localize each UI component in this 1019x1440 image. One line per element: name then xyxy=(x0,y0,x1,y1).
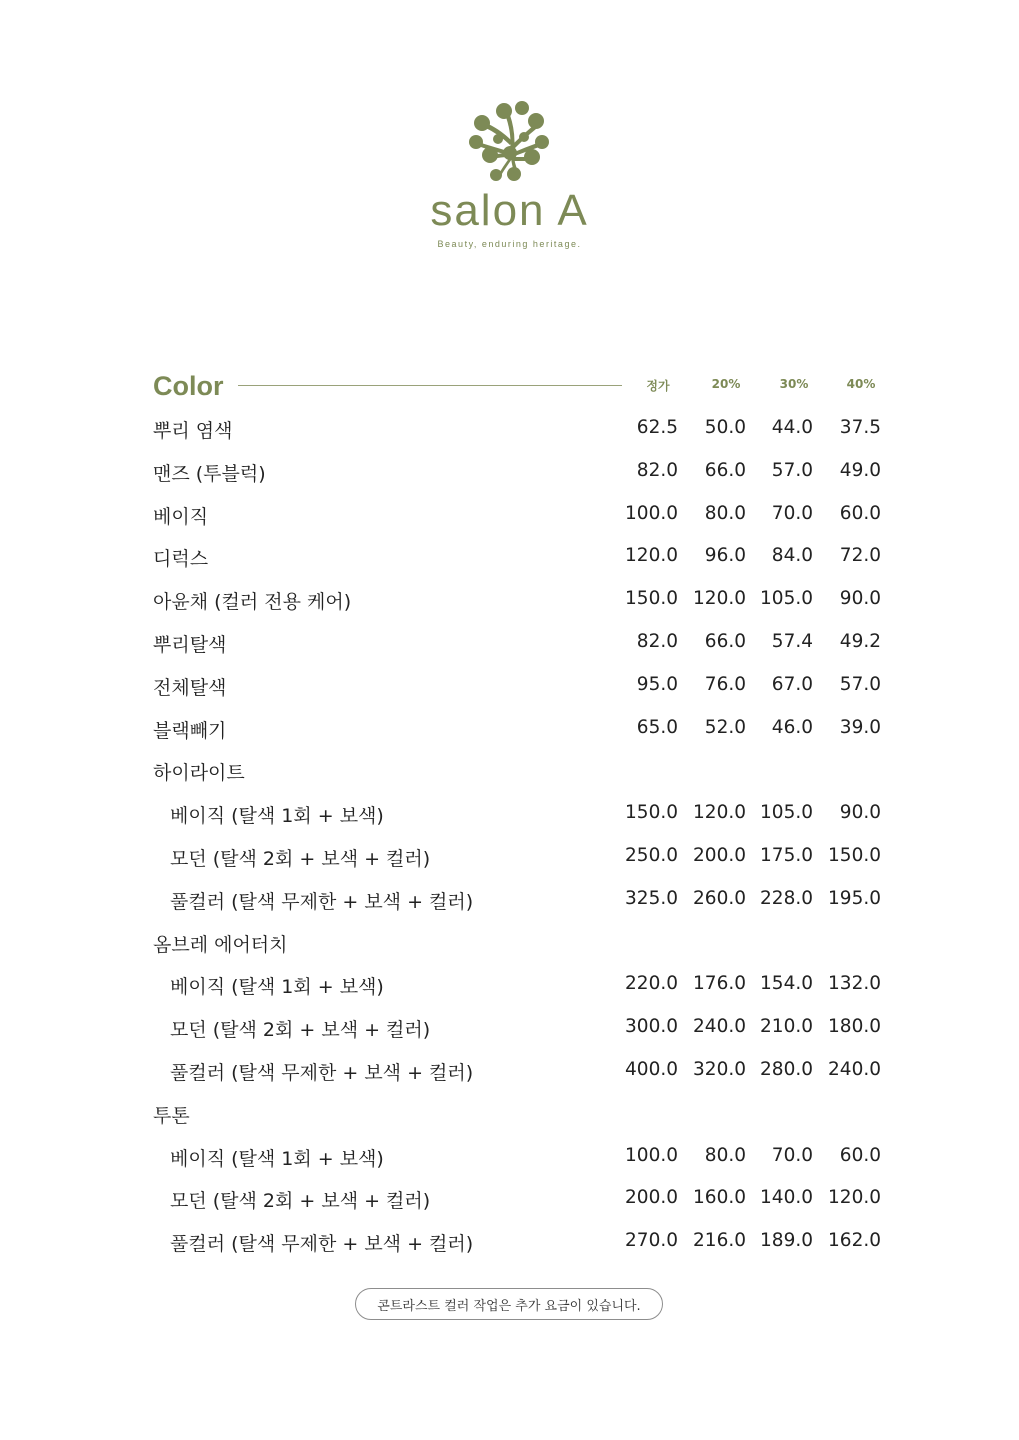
item-name: 뿌리 염색 xyxy=(153,420,233,442)
price-40: 180.0 xyxy=(828,1016,881,1038)
price-30: 189.0 xyxy=(760,1230,813,1252)
price-20: 200.0 xyxy=(693,844,746,866)
price-40: 90.0 xyxy=(839,588,881,610)
price-list xyxy=(153,406,883,1262)
price-regular: 150.0 xyxy=(625,588,678,610)
price-20: 80.0 xyxy=(704,502,746,524)
brand-tagline: Beauty, enduring heritage. xyxy=(437,239,582,249)
price-30: 57.4 xyxy=(771,630,813,652)
price-20: 66.0 xyxy=(704,630,746,652)
price-20: 120.0 xyxy=(693,802,746,824)
item-name: 투톤 xyxy=(153,1104,190,1127)
price-30: 105.0 xyxy=(760,588,813,610)
notice-badge: 콘트라스트 컬러 작업은 추가 요금이 있습니다. xyxy=(355,1288,663,1320)
sub-item-row xyxy=(153,1176,883,1219)
price-regular: 250.0 xyxy=(625,844,678,866)
item-name: 모던 (탈색 2회 + 보색 + 컬러) xyxy=(170,847,431,870)
price-40: 120.0 xyxy=(828,1187,881,1209)
price-30: 280.0 xyxy=(760,1058,813,1080)
price-30: 84.0 xyxy=(771,545,813,567)
price-20: 240.0 xyxy=(693,1016,746,1038)
price-30: 44.0 xyxy=(771,417,813,438)
brand-logo xyxy=(0,95,1019,249)
price-regular: 400.0 xyxy=(625,1058,678,1080)
item-row xyxy=(153,449,883,492)
item-name: 풀컬러 (탈색 무제한 + 보색 + 컬러) xyxy=(170,1233,474,1256)
section-header xyxy=(153,368,883,406)
item-name: 모던 (탈색 2회 + 보색 + 컬러) xyxy=(170,1019,431,1042)
item-row xyxy=(153,620,883,663)
sub-item-row xyxy=(153,834,883,877)
price-regular: 62.5 xyxy=(636,417,678,438)
item-name: 아윤채 (컬러 전용 케어) xyxy=(153,591,352,614)
price-40: 60.0 xyxy=(839,502,881,524)
price-regular: 100.0 xyxy=(625,1144,678,1166)
item-name: 베이직 (탈색 1회 + 보색) xyxy=(170,976,384,999)
item-name: 디럭스 xyxy=(153,548,209,571)
item-name: 모던 (탈색 2회 + 보색 + 컬러) xyxy=(170,1190,431,1213)
price-regular: 82.0 xyxy=(636,630,678,652)
item-row xyxy=(153,1091,883,1134)
price-20: 160.0 xyxy=(693,1187,746,1209)
sub-item-row xyxy=(153,1134,883,1177)
price-30: 228.0 xyxy=(760,887,813,909)
price-20: 80.0 xyxy=(704,1144,746,1166)
price-regular: 82.0 xyxy=(636,459,678,481)
price-40: 60.0 xyxy=(839,1144,881,1166)
price-20: 216.0 xyxy=(693,1230,746,1252)
price-30: 67.0 xyxy=(771,673,813,695)
sub-item-row xyxy=(153,1048,883,1091)
price-30: 70.0 xyxy=(771,1144,813,1166)
price-20: 260.0 xyxy=(693,887,746,909)
price-40: 150.0 xyxy=(828,844,881,866)
item-name: 옴브레 에어터치 xyxy=(153,933,288,956)
item-row xyxy=(153,706,883,749)
price-40: 132.0 xyxy=(828,973,881,995)
price-regular: 100.0 xyxy=(625,502,678,524)
price-30: 140.0 xyxy=(760,1187,813,1209)
sub-item-row xyxy=(153,791,883,834)
price-20: 66.0 xyxy=(704,459,746,481)
price-30: 175.0 xyxy=(760,844,813,866)
price-regular: 300.0 xyxy=(625,1016,678,1038)
price-40: 240.0 xyxy=(828,1058,881,1080)
price-40: 72.0 xyxy=(839,545,881,567)
sub-item-row xyxy=(153,877,883,920)
column-header-20: 20% xyxy=(711,377,741,391)
price-40: 195.0 xyxy=(828,887,881,909)
price-regular: 120.0 xyxy=(625,545,678,567)
item-name: 맨즈 (투블럭) xyxy=(153,462,266,485)
title-divider xyxy=(238,385,622,386)
price-20: 320.0 xyxy=(693,1058,746,1080)
price-30: 210.0 xyxy=(760,1016,813,1038)
price-40: 162.0 xyxy=(828,1230,881,1252)
price-20: 52.0 xyxy=(704,716,746,738)
item-name: 베이직 xyxy=(153,505,209,528)
price-20: 176.0 xyxy=(693,973,746,995)
item-name: 베이직 (탈색 1회 + 보색) xyxy=(170,805,384,828)
price-regular: 270.0 xyxy=(625,1230,678,1252)
price-20: 120.0 xyxy=(693,588,746,610)
price-regular: 200.0 xyxy=(625,1187,678,1209)
item-name: 뿌리탈색 xyxy=(153,633,227,656)
column-header-30: 30% xyxy=(779,377,809,391)
price-regular: 95.0 xyxy=(636,673,678,695)
column-header-40: 40% xyxy=(846,377,876,391)
item-row xyxy=(153,663,883,706)
item-row xyxy=(153,748,883,791)
coral-icon xyxy=(462,95,558,191)
price-40: 49.0 xyxy=(839,459,881,481)
item-name: 베이직 (탈색 1회 + 보색) xyxy=(170,1147,384,1170)
price-20: 50.0 xyxy=(704,417,746,438)
price-20: 76.0 xyxy=(704,673,746,695)
sub-item-row xyxy=(153,1005,883,1048)
item-name: 풀컬러 (탈색 무제한 + 보색 + 컬러) xyxy=(170,1061,474,1084)
item-row xyxy=(153,534,883,577)
item-name: 하이라이트 xyxy=(153,762,245,785)
item-row xyxy=(153,492,883,535)
price-20: 96.0 xyxy=(704,545,746,567)
price-regular: 325.0 xyxy=(625,887,678,909)
item-row xyxy=(153,577,883,620)
price-40: 90.0 xyxy=(839,802,881,824)
price-regular: 220.0 xyxy=(625,973,678,995)
price-40: 57.0 xyxy=(839,673,881,695)
price-menu xyxy=(153,368,883,1262)
price-40: 39.0 xyxy=(839,716,881,738)
price-30: 105.0 xyxy=(760,802,813,824)
price-30: 46.0 xyxy=(771,716,813,738)
sub-item-row xyxy=(153,1219,883,1262)
price-30: 70.0 xyxy=(771,502,813,524)
brand-name: salon A xyxy=(430,186,589,235)
price-30: 57.0 xyxy=(771,459,813,481)
section-title: Color xyxy=(153,371,224,401)
price-regular: 65.0 xyxy=(636,716,678,738)
item-row xyxy=(153,920,883,963)
item-name: 풀컬러 (탈색 무제한 + 보색 + 컬러) xyxy=(170,890,474,913)
item-name: 전체탈색 xyxy=(153,676,227,699)
item-row xyxy=(153,406,883,449)
price-30: 154.0 xyxy=(760,973,813,995)
price-40: 37.5 xyxy=(839,417,881,438)
price-40: 49.2 xyxy=(839,630,881,652)
sub-item-row xyxy=(153,962,883,1005)
price-regular: 150.0 xyxy=(625,802,678,824)
item-name: 블랙빼기 xyxy=(153,719,227,742)
column-header-regular: 정가 xyxy=(646,379,670,393)
